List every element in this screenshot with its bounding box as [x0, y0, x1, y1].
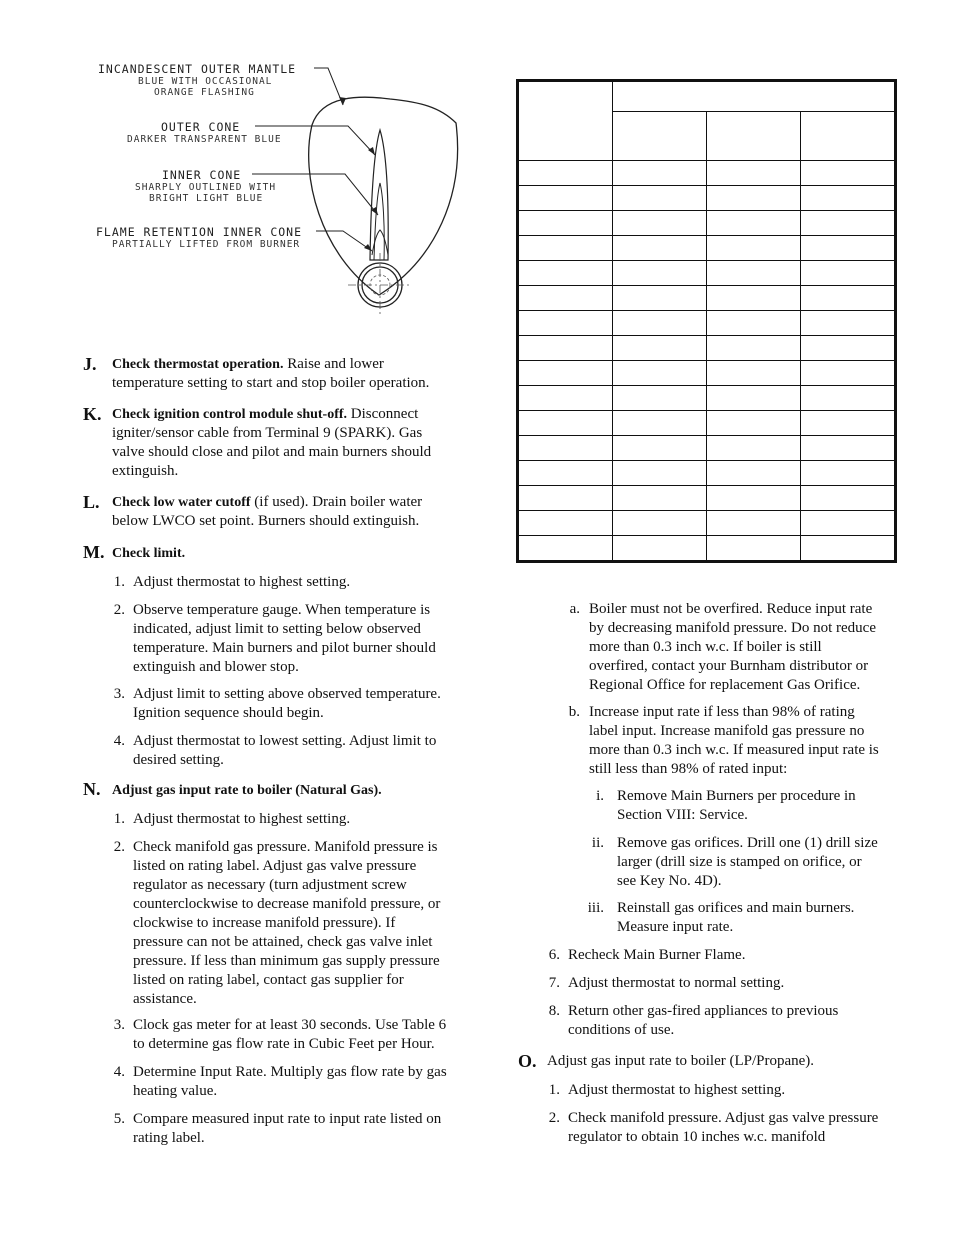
list-item-line: Ignition sequence should begin. — [133, 705, 324, 721]
table-row — [518, 211, 896, 236]
list-item-line: Adjust thermostat to highest setting. — [568, 1082, 786, 1098]
leader-outer-mantle — [314, 68, 343, 105]
list-number: 2. — [113, 602, 125, 618]
section-k-line4: extinguish. — [112, 463, 179, 479]
list-number: i. — [596, 788, 604, 804]
list-item-line: Section VIII: Service. — [617, 807, 748, 823]
table-cell — [613, 361, 707, 386]
table-cell — [707, 361, 801, 386]
list-item — [589, 600, 904, 695]
list-number: 8. — [548, 1003, 560, 1019]
section-o-heading-wrap — [547, 1052, 814, 1071]
table-cell — [518, 411, 613, 436]
table-cell — [801, 411, 896, 436]
table-cell — [613, 411, 707, 436]
section-n-heading-wrap — [112, 781, 382, 800]
section-letter-j: J. — [83, 354, 97, 374]
list-number: 2. — [113, 839, 125, 855]
table-cell — [613, 236, 707, 261]
table-header-cell — [801, 112, 896, 161]
list-item — [133, 1110, 473, 1148]
leader-inner-cone — [252, 174, 378, 215]
list-item-line: by decreasing manifold pressure. Do not reduce — [589, 620, 876, 636]
table-cell — [613, 186, 707, 211]
table-header-cell — [613, 112, 707, 161]
table-cell — [707, 336, 801, 361]
list-item-line: indicated, adjust limit to setting below observed — [133, 621, 421, 637]
list-item-line: Determine Input Rate. Multiply gas flow rate by gas — [133, 1064, 447, 1080]
list-item-line: more than 0.3 inch w.c. If measured input rate is — [589, 742, 879, 758]
table-cell — [707, 286, 801, 311]
table-cell — [613, 161, 707, 186]
section-j-text — [112, 355, 472, 393]
list-item-line: regulator as necessary (turn adjustment screw — [133, 877, 407, 893]
table-cell — [707, 436, 801, 461]
section-j-heading: Check thermostat operation. — [112, 357, 284, 372]
table-cell — [801, 161, 896, 186]
section-letter-o: O. — [518, 1051, 537, 1071]
list-item-line: Check manifold pressure. Adjust gas valve pressure — [568, 1110, 879, 1126]
list-number: a. — [569, 601, 580, 617]
list-item — [133, 685, 473, 723]
list-item-line: conditions of use. — [568, 1022, 675, 1038]
table-cell — [801, 536, 896, 562]
list-item-line: Adjust limit to setting above observed temperature. — [133, 686, 441, 702]
list-item-line: counterclockwise to decrease manifold pressure, or — [133, 896, 441, 912]
list-item-line: Return other gas-fired appliances to previous — [568, 1003, 839, 1019]
section-l-text — [112, 493, 472, 531]
table-cell — [707, 386, 801, 411]
table-cell — [613, 461, 707, 486]
list-item — [568, 1081, 903, 1100]
table-cell — [707, 211, 801, 236]
list-number: 2. — [548, 1110, 560, 1126]
section-letter-n: N. — [83, 779, 101, 799]
leader-retention — [316, 231, 372, 251]
section-m-heading: Check limit. — [112, 546, 186, 561]
table-cell — [801, 436, 896, 461]
list-number: 4. — [113, 733, 125, 749]
table-cell — [801, 336, 896, 361]
list-number: 6. — [548, 947, 560, 963]
list-item-line: Recheck Main Burner Flame. — [568, 947, 746, 963]
table-cell — [613, 336, 707, 361]
table-cell — [518, 186, 613, 211]
table-row — [518, 486, 896, 511]
inner-cone-shape — [374, 183, 384, 260]
table-row — [518, 236, 896, 261]
table-row — [518, 411, 896, 436]
list-item — [568, 946, 903, 965]
list-item-line: Adjust thermostat to highest setting. — [133, 574, 351, 590]
table-cell — [518, 536, 613, 562]
list-item — [568, 974, 903, 993]
outer-mantle-sub2: ORANGE FLASHING — [154, 87, 255, 98]
list-item-line: Reinstall gas orifices and main burners. — [617, 900, 855, 916]
table-cell — [613, 261, 707, 286]
table-cell — [613, 436, 707, 461]
table-row — [518, 361, 896, 386]
list-item — [617, 787, 902, 825]
inner-cone-sub2: BRIGHT LIGHT BLUE — [149, 193, 264, 204]
list-item-line: to determine gas flow rate in Cubic Feet per Hour. — [133, 1036, 435, 1052]
table-cell — [518, 261, 613, 286]
retention-label: FLAME RETENTION INNER CONE — [96, 225, 303, 239]
section-n-heading: Adjust gas input rate to boiler (Natural Gas). — [112, 783, 382, 798]
list-item — [568, 1002, 903, 1040]
list-item-line: Regional Office for replacement Gas Orifice. — [589, 677, 861, 693]
list-item-line: Compare measured input rate to input rate listed on — [133, 1111, 442, 1127]
table-row — [518, 186, 896, 211]
table-cell — [518, 511, 613, 536]
list-number: 4. — [113, 1064, 125, 1080]
table-cell — [707, 461, 801, 486]
table-header-cell — [613, 81, 896, 112]
table-cell — [613, 486, 707, 511]
list-item — [617, 834, 902, 891]
table-cell — [801, 461, 896, 486]
table-cell — [613, 211, 707, 236]
list-item — [568, 1109, 903, 1147]
list-item-line: listed on rating label, contact gas supplier for — [133, 972, 404, 988]
table-cell — [518, 386, 613, 411]
table-cell — [613, 386, 707, 411]
section-l-heading: Check low water cutoff — [112, 495, 251, 510]
list-item-line: Measure input rate. — [617, 919, 734, 935]
list-number: 7. — [548, 975, 560, 991]
table-cell — [707, 411, 801, 436]
table-cell — [801, 311, 896, 336]
table-cell — [801, 186, 896, 211]
list-item — [133, 838, 473, 1009]
list-number: ii. — [591, 835, 604, 851]
table-cell — [707, 311, 801, 336]
list-item-line: temperature. Main burners and pilot burner should — [133, 640, 436, 656]
table-cell — [707, 511, 801, 536]
table-cell — [707, 536, 801, 562]
list-item-line: overfired, contact your Burnham distributor or — [589, 658, 869, 674]
list-item-line: Adjust thermostat to highest setting. — [133, 811, 351, 827]
list-number: 1. — [113, 811, 125, 827]
table-row — [518, 461, 896, 486]
inner-cone-label: INNER CONE — [162, 168, 242, 182]
list-item-line: clockwise to increase manifold pressure). If — [133, 915, 396, 931]
table-cell — [518, 311, 613, 336]
flame-diagram — [90, 55, 470, 330]
table-cell — [518, 436, 613, 461]
table-cell — [518, 161, 613, 186]
outer-mantle-sub1: BLUE WITH OCCASIONAL — [138, 76, 273, 87]
list-item-line: still less than 98% of rated input: — [589, 761, 788, 777]
table-row — [518, 336, 896, 361]
list-number: 3. — [113, 1017, 125, 1033]
list-item — [617, 899, 902, 937]
table-row — [518, 261, 896, 286]
section-k-heading: Check ignition control module shut-off. — [112, 407, 348, 422]
table-row — [518, 536, 896, 562]
outer-cone-label: OUTER CONE — [161, 120, 241, 134]
table-cell — [518, 461, 613, 486]
list-number: iii. — [587, 900, 604, 916]
list-item-line: heating value. — [133, 1083, 218, 1099]
section-m-heading-wrap — [112, 544, 185, 563]
table-cell — [801, 361, 896, 386]
table-row — [518, 311, 896, 336]
section-l-line1: (if used). Drain boiler water — [250, 494, 423, 510]
list-item — [133, 1063, 473, 1101]
table-cell — [518, 336, 613, 361]
outer-mantle-label: INCANDESCENT OUTER MANTLE — [98, 62, 297, 76]
list-item-line: pressure. If less than minimum gas supply pressure — [133, 953, 440, 969]
table-cell — [707, 186, 801, 211]
table-cell — [518, 211, 613, 236]
retention-sub1: PARTIALLY LIFTED FROM BURNER — [112, 239, 301, 250]
list-item-line: more than 0.3 inch w.c. If boiler is still — [589, 639, 822, 655]
outer-cone-sub1: DARKER TRANSPARENT BLUE — [127, 134, 282, 145]
table-cell — [801, 236, 896, 261]
table-cell — [518, 286, 613, 311]
list-number: 5. — [113, 1111, 125, 1127]
list-item-line: Remove Main Burners per procedure in — [617, 788, 856, 804]
table-cell — [613, 511, 707, 536]
list-item-line: Boiler must not be overfired. Reduce input rate — [589, 601, 873, 617]
table-row — [518, 436, 896, 461]
list-number: b. — [568, 704, 580, 720]
list-item-line: Remove gas orifices. Drill one (1) drill size — [617, 835, 878, 851]
table-cell — [613, 286, 707, 311]
table-cell — [801, 211, 896, 236]
list-item-line: Observe temperature gauge. When temperature is — [133, 602, 431, 618]
table-cell — [801, 261, 896, 286]
list-number: 1. — [548, 1082, 560, 1098]
table-cell — [707, 261, 801, 286]
section-j-line1: Raise and lower — [283, 356, 384, 372]
list-item — [133, 573, 473, 592]
list-item-line: assistance. — [133, 991, 197, 1007]
list-item-line: pressure can not be attained, check gas valve inlet — [133, 934, 433, 950]
list-item — [133, 810, 473, 829]
list-item-line: rating label. — [133, 1130, 205, 1146]
section-o-heading: Adjust gas input rate to boiler (LP/Propane). — [547, 1053, 815, 1069]
inner-cone-sub1: SHARPLY OUTLINED WITH — [135, 182, 277, 193]
table-cell — [613, 311, 707, 336]
list-item — [133, 601, 473, 677]
list-item — [133, 732, 473, 770]
list-item-line: regulator to obtain 10 inches w.c. manifold — [568, 1129, 826, 1145]
table-row — [518, 511, 896, 536]
table-cell — [801, 286, 896, 311]
table-cell — [801, 511, 896, 536]
list-item-line: Adjust thermostat to lowest setting. Adjust limit to — [133, 733, 437, 749]
list-item-line: label input. Increase manifold gas pressure no — [589, 723, 865, 739]
list-item-line: Clock gas meter for at least 30 seconds. Use Table 6 — [133, 1017, 447, 1033]
table-cell — [518, 486, 613, 511]
section-k-line1: Disconnect — [347, 406, 419, 422]
table-cell — [707, 486, 801, 511]
list-item-line: Adjust thermostat to normal setting. — [568, 975, 785, 991]
list-item-line: see Key No. 4D). — [617, 873, 722, 889]
outer-mantle-shape — [309, 97, 458, 295]
section-letter-k: K. — [83, 404, 102, 424]
section-letter-m: M. — [83, 542, 105, 562]
section-k-text — [112, 405, 472, 481]
table-body — [518, 161, 896, 562]
section-j-line2: temperature setting to start and stop boiler operation. — [112, 375, 430, 391]
table-cell — [707, 236, 801, 261]
table-row — [518, 386, 896, 411]
table-cell — [518, 236, 613, 261]
table-header-cell — [707, 112, 801, 161]
list-item — [589, 703, 904, 779]
list-item-line: extinguish and blower stop. — [133, 659, 299, 675]
section-k-line2: igniter/sensor cable from Terminal 9 (SPARK). Gas — [112, 425, 423, 441]
list-item-line: listed on rating label. Adjust gas valve pressure — [133, 858, 417, 874]
table-cell — [613, 536, 707, 562]
section-l-line2: below LWCO set point. Burners should extinguish. — [112, 513, 420, 529]
list-item — [133, 1016, 473, 1054]
table-cell — [707, 161, 801, 186]
list-item-line: Check manifold gas pressure. Manifold pressure is — [133, 839, 438, 855]
section-letter-l: L. — [83, 492, 100, 512]
table-row — [518, 286, 896, 311]
table-cell — [801, 486, 896, 511]
list-item-line: Increase input rate if less than 98% of rating — [589, 704, 855, 720]
table-header-cell — [518, 81, 613, 161]
list-item-line: larger (drill size is stamped on orifice, or — [617, 854, 862, 870]
table-cell — [518, 361, 613, 386]
table-row — [518, 161, 896, 186]
list-item-line: desired setting. — [133, 752, 224, 768]
gas-flow-table — [516, 79, 897, 563]
list-number: 3. — [113, 686, 125, 702]
list-number: 1. — [113, 574, 125, 590]
section-k-line3: valve should close and pilot and main burners should — [112, 444, 432, 460]
table-cell — [801, 386, 896, 411]
